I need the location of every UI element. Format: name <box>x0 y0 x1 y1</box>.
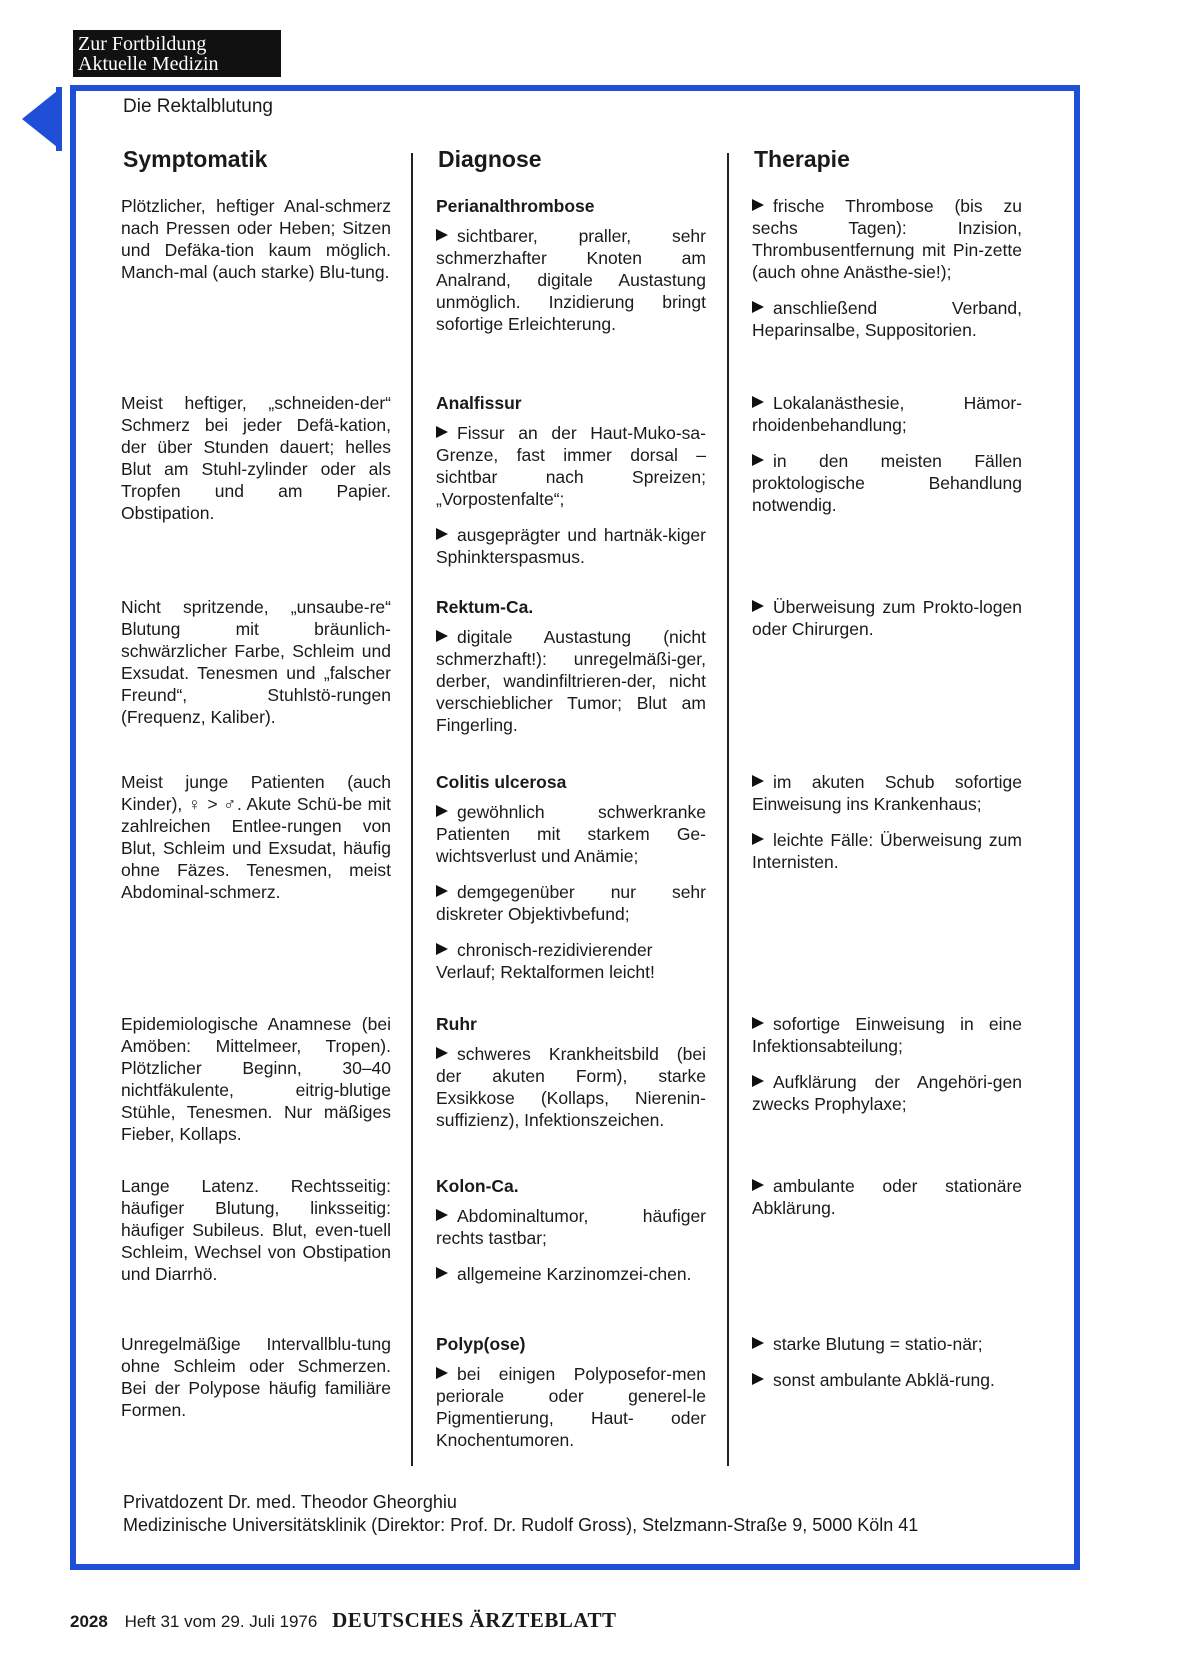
condition-name: Perianalthrombose <box>436 196 595 216</box>
diagnosis-cell <box>436 195 706 349</box>
bullet-triangle-icon <box>752 833 764 845</box>
bullet-triangle-icon <box>752 1337 764 1349</box>
therapy-cell <box>752 1013 1022 1129</box>
column-divider <box>411 153 413 1466</box>
condition-name: Kolon-Ca. <box>436 1176 519 1196</box>
diagnosis-item <box>436 1043 706 1131</box>
symptom-text: Meist heftiger, „schneiden-der“ Schmerz bei jeder Defä-kation, der über Stunden dauert; helles Blut am Stuhl-zylinder oder als Tropfen und am Papier. Obstipation. <box>121 393 391 523</box>
condition-name: Colitis ulcerosa <box>436 772 567 792</box>
column-heading-therapie: Therapie <box>754 146 850 172</box>
therapy-item <box>752 829 1022 873</box>
bullet-triangle-icon <box>752 199 764 211</box>
therapy-text: Lokalanästhesie, Hämor-rhoidenbehandlung; <box>752 393 1022 435</box>
therapy-text: sofortige Einweisung in eine Infektionsabteilung; <box>752 1014 1022 1056</box>
symptom-text: Lange Latenz. Rechtsseitig: häufiger Blutung, linksseitig: häufiger Subileus. Blut, even-tuell Schleim, Wechsel von Obstipation und Diarrhö. <box>121 1176 391 1284</box>
bullet-triangle-icon <box>436 1209 448 1221</box>
bullet-triangle-icon <box>436 805 448 817</box>
bullet-triangle-icon <box>436 1267 448 1279</box>
bullet-triangle-icon <box>752 1179 764 1191</box>
therapy-text: Überweisung zum Prokto-logen oder Chirurgen. <box>752 597 1022 639</box>
therapy-item <box>752 596 1022 640</box>
diagnosis-item <box>436 422 706 510</box>
bullet-triangle-icon <box>752 1075 764 1087</box>
journal-name: DEUTSCHES ÄRZTEBLATT <box>332 1608 617 1632</box>
therapy-text: sonst ambulante Abklä-rung. <box>773 1370 995 1390</box>
section-badge <box>73 30 281 77</box>
bullet-triangle-icon <box>436 885 448 897</box>
bullet-triangle-icon <box>752 454 764 466</box>
diagnosis-item <box>436 524 706 568</box>
symptom-text: Nicht spritzende, „unsaube-re“ Blutung mit bräunlich-schwärzlicher Farbe, Schleim und Exsudat. Tenesmen und „falscher Freund“, Stuhlstö-rungen (Frequenz, Kaliber). <box>121 597 391 727</box>
diagnosis-cell <box>436 1333 706 1465</box>
therapy-text: ambulante oder stationäre Abklärung. <box>752 1176 1022 1218</box>
therapy-cell <box>752 392 1022 530</box>
section-badge-line2: Aktuelle Medizin <box>78 53 219 75</box>
therapy-item <box>752 1333 1022 1355</box>
author-block <box>123 1491 918 1537</box>
column-divider <box>727 153 729 1466</box>
diagnosis-item <box>436 881 706 925</box>
condition-name: Analfissur <box>436 393 522 413</box>
diagnosis-text: bei einigen Polyposefor-men periorale oder generel-le Pigmentierung, Haut- oder Knochentumoren. <box>436 1364 706 1450</box>
diagnosis-cell <box>436 1013 706 1145</box>
bullet-triangle-icon <box>436 229 448 241</box>
therapy-text: anschließend Verband, Heparinsalbe, Suppositorien. <box>752 298 1022 340</box>
diagnosis-text: sichtbarer, praller, sehr schmerzhafter Knoten am Analrand, digitale Austastung unmöglich. Inzidierung bringt sofortige Erleichterung. <box>436 226 706 334</box>
symptom-text: Meist junge Patienten (auch Kinder), ♀ > ♂. Akute Schü-be mit zahlreichen Entlee-rungen von Blut, Schleim und Exsudat, häufig ohne Fäzes. Tenesmen, meist Abdominal-schmerz. <box>121 772 391 902</box>
diagnosis-text: digitale Austastung (nicht schmerzhaft!): unregelmäßi-ger, derber, wandinfiltrieren-der, nicht verschieblicher Tumor; Blut am Fingerling. <box>436 627 706 735</box>
condition-name: Rektum-Ca. <box>436 597 534 617</box>
column-heading-symptomatik: Symptomatik <box>123 146 268 172</box>
therapy-item <box>752 1071 1022 1115</box>
blue-arrow-bar <box>56 87 62 151</box>
therapy-cell <box>752 596 1022 654</box>
author-affiliation: Medizinische Universitätsklinik (Direktor: Prof. Dr. Rudolf Gross), Stelzmann-Straße 9, 5000 Köln 41 <box>123 1515 919 1535</box>
diagnosis-item <box>436 626 706 736</box>
bullet-triangle-icon <box>752 775 764 787</box>
bullet-triangle-icon <box>436 528 448 540</box>
therapy-item <box>752 195 1022 283</box>
diagnosis-cell <box>436 1175 706 1299</box>
diagnosis-text: chronisch-rezidivierender Verlauf; Rektalformen leicht! <box>436 940 655 982</box>
column-heading-diagnose: Diagnose <box>438 146 542 172</box>
page-number: 2028 <box>70 1612 108 1631</box>
therapy-item <box>752 297 1022 341</box>
therapy-cell <box>752 1175 1022 1233</box>
bullet-triangle-icon <box>436 1047 448 1059</box>
therapy-item <box>752 771 1022 815</box>
condition-name: Ruhr <box>436 1014 477 1034</box>
bullet-triangle-icon <box>436 943 448 955</box>
bullet-triangle-icon <box>752 396 764 408</box>
therapy-text: im akuten Schub sofortige Einweisung ins Krankenhaus; <box>752 772 1022 814</box>
therapy-text: in den meisten Fällen proktologische Behandlung notwendig. <box>752 451 1022 515</box>
therapy-item <box>752 1013 1022 1057</box>
section-badge-line1: Zur Fortbildung <box>78 33 207 55</box>
condition-name: Polyp(ose) <box>436 1334 526 1354</box>
diagnosis-text: allgemeine Karzinomzei-chen. <box>457 1264 692 1284</box>
page-footer <box>70 1608 617 1633</box>
bullet-triangle-icon <box>436 1367 448 1379</box>
diagnosis-text: gewöhnlich schwerkranke Patienten mit starkem Ge-wichtsverlust und Anämie; <box>436 802 706 866</box>
bullet-triangle-icon <box>436 426 448 438</box>
symptom-text: Plötzlicher, heftiger Anal-schmerz nach Pressen oder Heben; Sitzen und Defäka-tion kaum möglich. Manch-mal (auch starke) Blu-tung. <box>121 196 391 282</box>
bullet-triangle-icon <box>752 1017 764 1029</box>
bullet-triangle-icon <box>436 630 448 642</box>
article-title: Die Rektalblutung <box>123 96 273 117</box>
diagnosis-item <box>436 1363 706 1451</box>
diagnosis-item <box>436 801 706 867</box>
issue-info: Heft 31 vom 29. Juli 1976 <box>124 1612 318 1631</box>
therapy-item <box>752 392 1022 436</box>
diagnosis-text: ausgeprägter und hartnäk-kiger Sphinkterspasmus. <box>436 525 706 567</box>
diagnosis-item <box>436 1263 706 1285</box>
therapy-item <box>752 450 1022 516</box>
therapy-item <box>752 1369 1022 1391</box>
symptom-text: Unregelmäßige Intervallblu-tung ohne Schleim oder Schmerzen. Bei der Polypose häufig familiäre Formen. <box>121 1334 391 1420</box>
therapy-text: Aufklärung der Angehöri-gen zwecks Prophylaxe; <box>752 1072 1022 1114</box>
diagnosis-item <box>436 225 706 335</box>
therapy-text: leichte Fälle: Überweisung zum Internisten. <box>752 830 1022 872</box>
diagnosis-cell <box>436 771 706 997</box>
therapy-text: frische Thrombose (bis zu sechs Tagen): Inzision, Thrombusentfernung mit Pin-zette (auch ohne Anästhe-sie!); <box>752 196 1022 282</box>
therapy-text: starke Blutung = statio-när; <box>773 1334 983 1354</box>
therapy-cell <box>752 195 1022 355</box>
bullet-triangle-icon <box>752 600 764 612</box>
therapy-item <box>752 1175 1022 1219</box>
diagnosis-text: demgegenüber nur sehr diskreter Objektivbefund; <box>436 882 706 924</box>
diagnosis-item <box>436 939 706 983</box>
therapy-cell <box>752 771 1022 887</box>
bullet-triangle-icon <box>752 301 764 313</box>
author-name: Privatdozent Dr. med. Theodor Gheorghiu <box>123 1492 457 1512</box>
diagnosis-text: schweres Krankheitsbild (bei der akuten Form), starke Exsikkose (Kollaps, Nierenin-suffizienz), Infektionszeichen. <box>436 1044 706 1130</box>
diagnosis-text: Abdominaltumor, häufiger rechts tastbar; <box>436 1206 706 1248</box>
therapy-cell <box>752 1333 1022 1405</box>
symptom-text: Epidemiologische Anamnese (bei Amöben: Mittelmeer, Tropen). Plötzlicher Beginn, 30–40 nichtfäkulente, eitrig-blutige Stühle, Tenesmen. Nur mäßiges Fieber, Kollaps. <box>121 1014 391 1144</box>
diagnosis-cell <box>436 596 706 750</box>
diagnosis-cell <box>436 392 706 582</box>
diagnosis-item <box>436 1205 706 1249</box>
bullet-triangle-icon <box>752 1373 764 1385</box>
diagnosis-text: Fissur an der Haut-Muko-sa-Grenze, fast immer dorsal – sichtbar nach Spreizen; „Vorpostenfalte“; <box>436 423 706 509</box>
